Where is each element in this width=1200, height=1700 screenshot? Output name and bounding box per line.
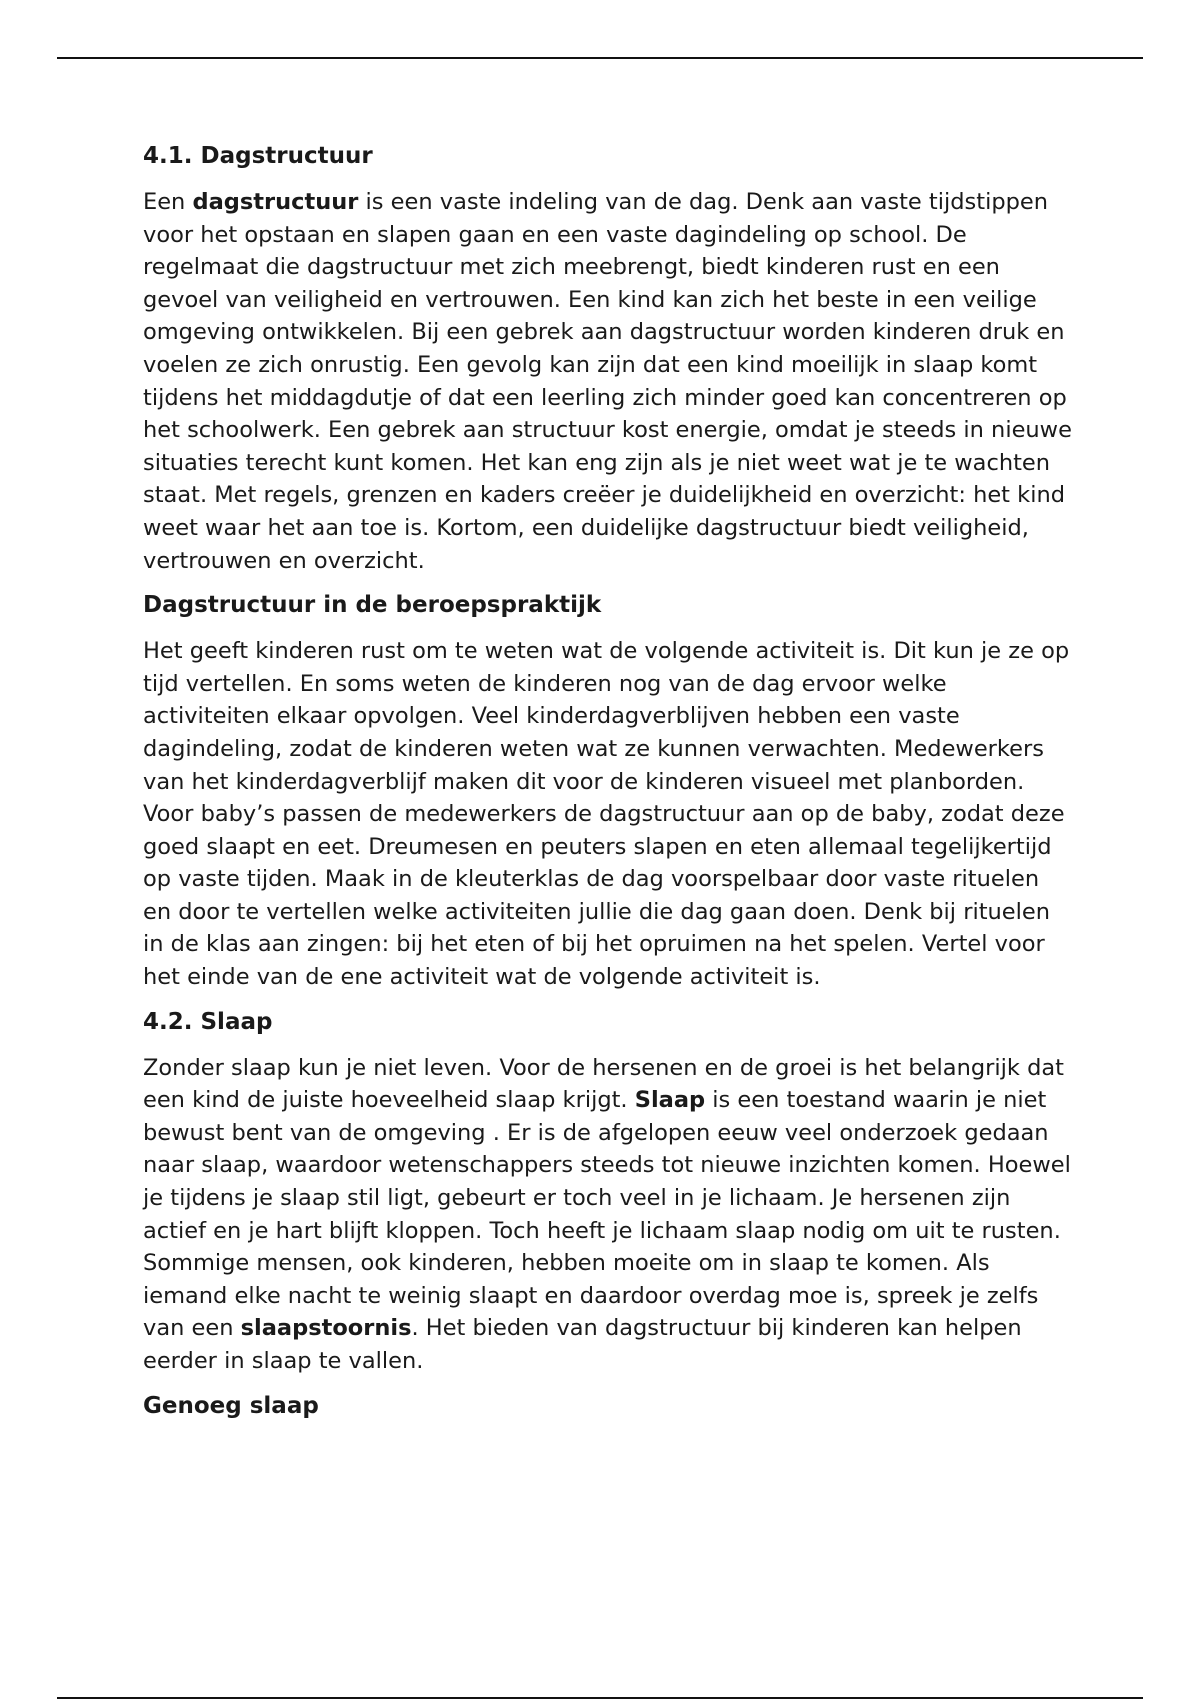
bold-term-slaap: Slaap bbox=[634, 1087, 706, 1114]
section-heading-dagstructuur: 4.1. Dagstructuur bbox=[143, 143, 373, 169]
section-heading-genoeg-slaap: Genoeg slaap bbox=[143, 1392, 319, 1419]
document-body bbox=[143, 140, 1073, 1436]
section-heading-slaap: 4.2. Slaap bbox=[143, 1008, 273, 1035]
section-heading-beroepspraktijk: Dagstructuur in de beroepspraktijk bbox=[143, 592, 602, 619]
text-run: is een vaste indeling van de dag. Denk aan vaste tijdstippen voor het opstaan en slapen gaan en een vaste dagindeling op school. De regelmaat die dagstructuur met zich meebrengt, biedt kinderen rust en een gevoel van veiligheid en vertrouwen. Een kind kan zich het beste in een veilige omgeving ontwikkelen. Bij een gebrek aan dagstructuur worden kinderen druk en voelen ze zich onrustig. Een gevolg kan zijn dat een kind moeilijk in slaap komt tijdens het middagdutje of dat een leerling zich minder goed kan concentreren op het schoolwerk. Een gebrek aan structuur kost energie, omdat je steeds in nieuwe situaties terecht kunt komen. Het kan eng zijn als je niet weet wat je te wachten staat. Met regels, grenzen en kaders creëer je duidelijkheid en overzicht: het kind weet waar het aan toe is. Kortom, een duidelijke dagstructuur biedt veiligheid, vertrouwen en overzicht. bbox=[143, 189, 1072, 574]
text-run: Een bbox=[143, 189, 193, 215]
text-run: is een toestand waarin je niet bewust bent van de omgeving . Er is de afgelopen eeuw veel onderzoek gedaan naar slaap, waardoor wetenschappers steeds tot nieuwe inzichten komen. Hoewel je tijdens je slaap stil ligt, gebeurt er toch veel in je lichaam. Je hersenen zijn actief en je hart blijft kloppen. Toch heeft je lichaam slaap nodig om uit te rusten. Sommige mensen, ook kinderen, hebben moeite om in slaap te komen. Als iemand elke nacht te weinig slaapt en daardoor overdag moe is, spreek je zelfs van een bbox=[143, 1087, 1071, 1342]
text-run: . Het bieden van dagstructuur bij kinderen kan helpen eerder in slaap te vallen. bbox=[143, 1315, 1022, 1374]
footer-rule bbox=[57, 1697, 1143, 1699]
text-run: Zonder slaap kun je niet leven. Voor de hersenen en de groei is het belangrijk dat een kind de juiste hoeveelheid slaap krijgt. bbox=[143, 1054, 1064, 1114]
bold-term-dagstructuur: dagstructuur bbox=[192, 189, 359, 215]
header-rule bbox=[57, 57, 1143, 59]
paragraph-slaap bbox=[143, 1052, 1073, 1378]
paragraph-beroepspraktijk: Het geeft kinderen rust om te weten wat de volgende activiteit is. Dit kun je ze op tijd vertellen. En soms weten de kinderen nog van de dag ervoor welke activiteiten elkaar opvolgen. Veel kinderdagverblijven hebben een vaste dagindeling, zodat de kinderen weten wat ze kunnen verwachten. Medewerkers van het kinderdagverblijf maken dit voor de kinderen visueel met planborden. Voor baby’s passen de medewerkers de dagstructuur aan op de baby, zodat deze goed slaapt en eet. Dreumesen en peuters slapen en eten allemaal tegelijkertijd op vaste tijden. Maak in de kleuterklas de dag voorspelbaar door vaste rituelen en door te vertellen welke activiteiten jullie die dag gaan doen. Denk bij rituelen in de klas aan zingen: bij het eten of bij het opruimen na het spelen. Vertel voor het einde van de ene activiteit wat de volgende activiteit is. bbox=[143, 638, 1070, 991]
paragraph-dagstructuur bbox=[143, 186, 1073, 577]
bold-term-slaapstoornis: slaapstoornis bbox=[240, 1315, 412, 1342]
